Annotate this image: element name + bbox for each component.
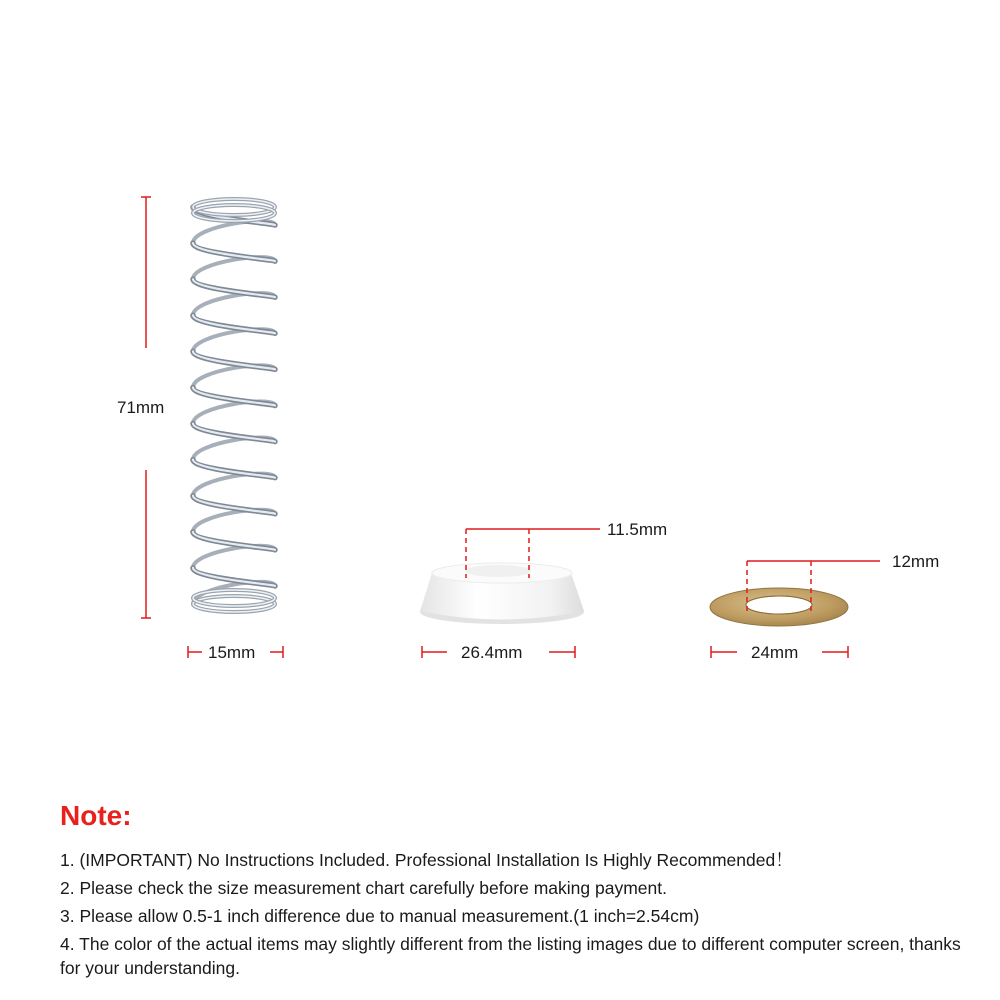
notes-section [60,798,970,984]
bushing-inner-label: 11.5mm [607,520,668,539]
spring-diameter-label: 15mm [208,643,256,662]
spring-length-label: 71mm [117,398,165,417]
spring-image [193,199,275,612]
washer-inner-label: 12mm [892,552,940,571]
note-item-2: 2. Please check the size measurement chart carefully before making payment. [60,878,667,898]
note-title: Note: [60,800,132,831]
note-item-4: 4. The color of the actual items may slightly different from the listing images due to different computer screen, thanks for your understanding. [60,934,961,978]
washer-image [710,588,848,626]
bushing-image [420,563,584,624]
note-item-1: 1. (IMPORTANT) No Instructions Included. Professional Installation Is Highly Recommended！ [60,850,793,870]
note-item-3: 3. Please allow 0.5-1 inch difference due to manual measurement.(1 inch=2.54cm) [60,906,700,926]
washer-outer-label: 24mm [751,643,799,662]
bushing-outer-label: 26.4mm [461,643,523,662]
